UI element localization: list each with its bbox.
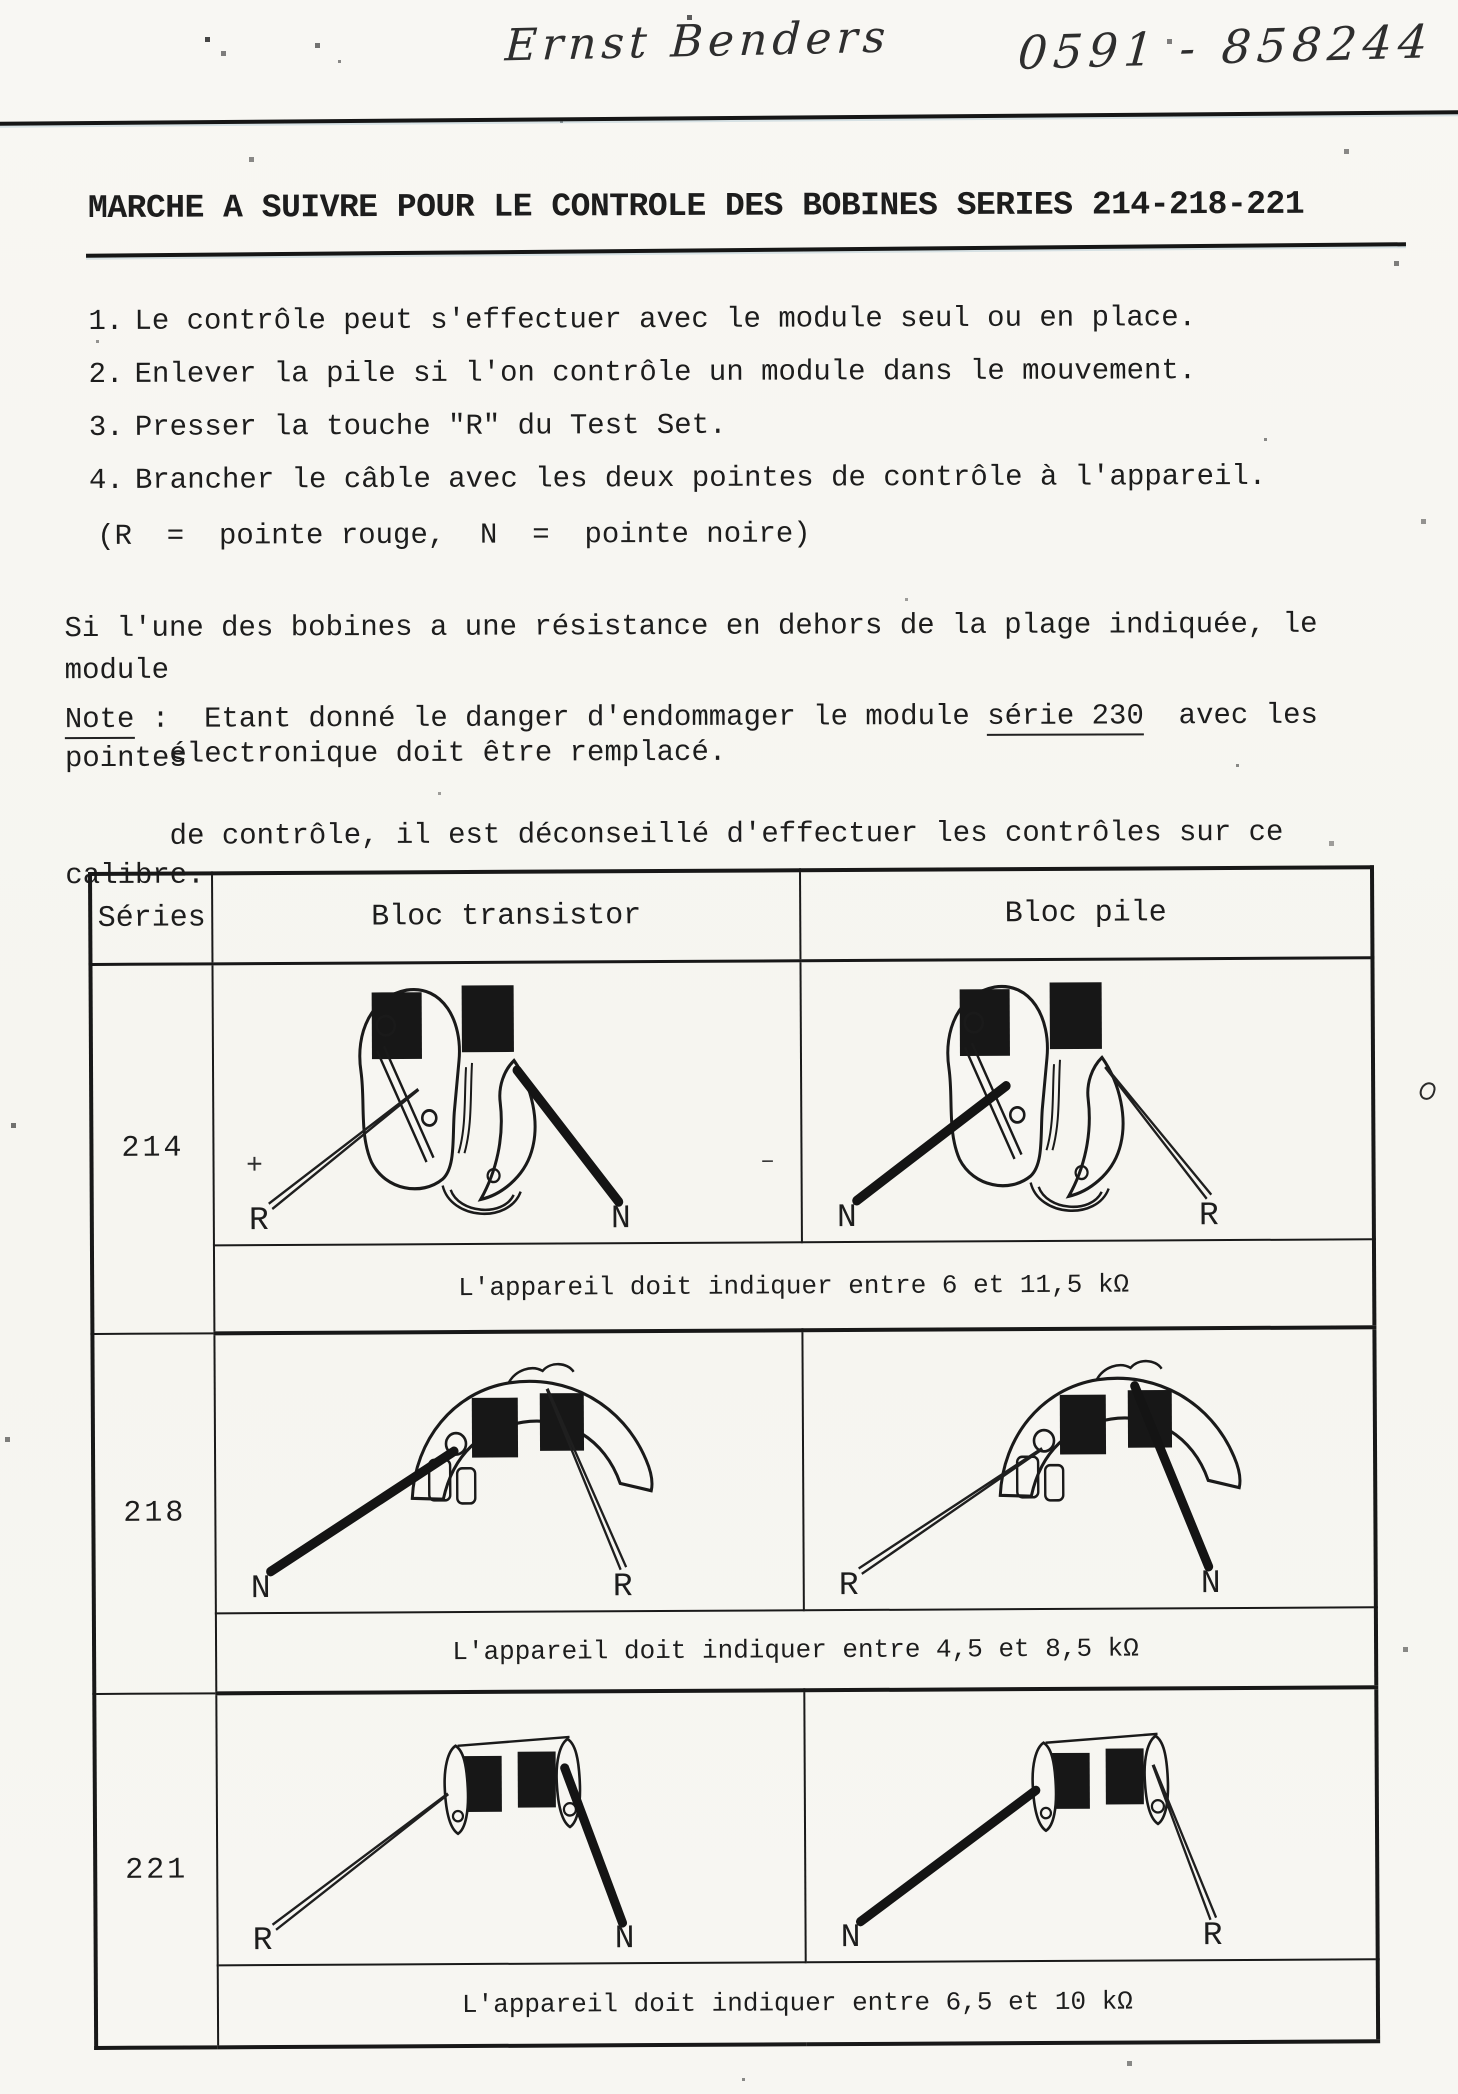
- note-line-2: de contrôle, il est déconseillé d'effectuer les contrôles sur ce calibre.: [65, 815, 1301, 893]
- result-cell-214: L'appareil doit indiquer entre 6 et 11,5 kΩ: [214, 1239, 1374, 1333]
- step-number: 3.: [88, 410, 124, 445]
- movement-diagram-214-pile: [801, 959, 1262, 1241]
- plus-mark: +: [246, 1151, 264, 1183]
- movement-diagram-218-pile: [803, 1330, 1264, 1609]
- step-item-4: [89, 460, 1266, 497]
- result-cell-221: L'appareil doit indiquer entre 6,5 et 10 kΩ: [218, 1959, 1378, 2047]
- probe-label-left: N: [250, 1570, 271, 1608]
- table-header-bloc-pile: Bloc pile: [800, 867, 1372, 960]
- step-number: 1.: [88, 304, 124, 339]
- probe-label-left: N: [836, 1198, 857, 1237]
- diagram-cell-214-transistor: [212, 960, 801, 1245]
- series-cell-214: 214: [90, 963, 214, 1334]
- table-row-221: [94, 1687, 1377, 1966]
- step-number: 2.: [88, 357, 124, 392]
- step-text: Enlever la pile si l'on contrôle un module dans le mouvement.: [134, 354, 1197, 391]
- note-text-post: avec les pointes: [64, 698, 1336, 776]
- series-cell-218: 218: [92, 1333, 216, 1694]
- movement-diagram-221-transistor: [217, 1693, 678, 1964]
- paragraph-line-2: électronique doit être remplacé.: [169, 735, 727, 771]
- step-number: 4.: [88, 463, 124, 498]
- diagram-cell-218-transistor: [214, 1330, 803, 1613]
- movement-diagram-221-pile: [805, 1690, 1266, 1961]
- table-row-218: [92, 1327, 1375, 1614]
- result-cell-218: L'appareil doit indiquer entre 4,5 et 8,5 kΩ: [216, 1607, 1376, 1693]
- table-header-bloc-transistor: Bloc transistor: [212, 870, 800, 963]
- step-item-2: [89, 354, 1197, 391]
- minus-mark: −: [760, 1150, 773, 1176]
- diagram-cell-221-transistor: [216, 1690, 805, 1965]
- step-text: Brancher le câble avec les deux pointes de contrôle à l'appareil.: [134, 459, 1267, 497]
- result-row-214: [92, 1239, 1374, 1334]
- step-text: Le contrôle peut s'effectuer avec le module seul ou en place.: [134, 301, 1197, 338]
- movement-diagram-214-transistor: [213, 962, 674, 1244]
- step-item-3: [89, 409, 727, 444]
- diagram-cell-221-pile: [804, 1687, 1377, 1962]
- step-text: Presser la touche "R" du Test Set.: [134, 408, 727, 444]
- table-row-214: [90, 957, 1373, 1246]
- probe-label-right: N: [610, 1200, 631, 1238]
- probe-label-right: N: [614, 1920, 635, 1958]
- paragraph-line-1: Si l'une des bobines a une résistance en dehors de la plage indiquée, le module: [64, 607, 1335, 688]
- step-item-1: [88, 301, 1196, 338]
- series-cell-221: 221: [94, 1693, 218, 2048]
- table-header-row: [90, 867, 1372, 964]
- movement-diagram-218-transistor: [215, 1333, 676, 1612]
- probe-label-left: R: [252, 1922, 273, 1960]
- probe-label-left: R: [248, 1202, 269, 1240]
- handwritten-phone: 0591 - 858244: [1015, 14, 1436, 80]
- ink-blot: [1418, 1080, 1437, 1101]
- probe-label-right: R: [1198, 1197, 1219, 1235]
- diagram-cell-218-pile: [802, 1327, 1375, 1610]
- title-underline-rule: [86, 242, 1406, 258]
- coil-test-table: [88, 865, 1380, 2050]
- table-header-series: Séries: [90, 873, 212, 964]
- result-row-221: [96, 1959, 1378, 2048]
- handwritten-name: Ernst Benders: [503, 11, 892, 72]
- note-separator: :: [134, 702, 205, 736]
- probe-label-left: R: [838, 1566, 859, 1605]
- scan-noise: [0, 0, 3, 3]
- probe-label-right: N: [1200, 1565, 1221, 1603]
- note-highlight-serie-230: série 230: [987, 699, 1144, 736]
- top-horizontal-rule: [0, 110, 1458, 126]
- probe-label-right: R: [612, 1568, 633, 1606]
- diagram-cell-214-pile: [800, 957, 1373, 1242]
- probe-label-left: N: [840, 1918, 861, 1957]
- result-row-218: [94, 1607, 1376, 1694]
- page-title: MARCHE A SUIVRE POUR LE CONTROLE DES BOBINES SERIES 214-218-221: [87, 185, 1305, 228]
- step-4-legend: (R = pointe rouge, N = pointe noire): [97, 517, 811, 553]
- note-text-pre: Etant donné le danger d'endommager le module: [204, 699, 988, 736]
- probe-label-right: R: [1202, 1917, 1223, 1955]
- note-label: Note: [65, 703, 135, 739]
